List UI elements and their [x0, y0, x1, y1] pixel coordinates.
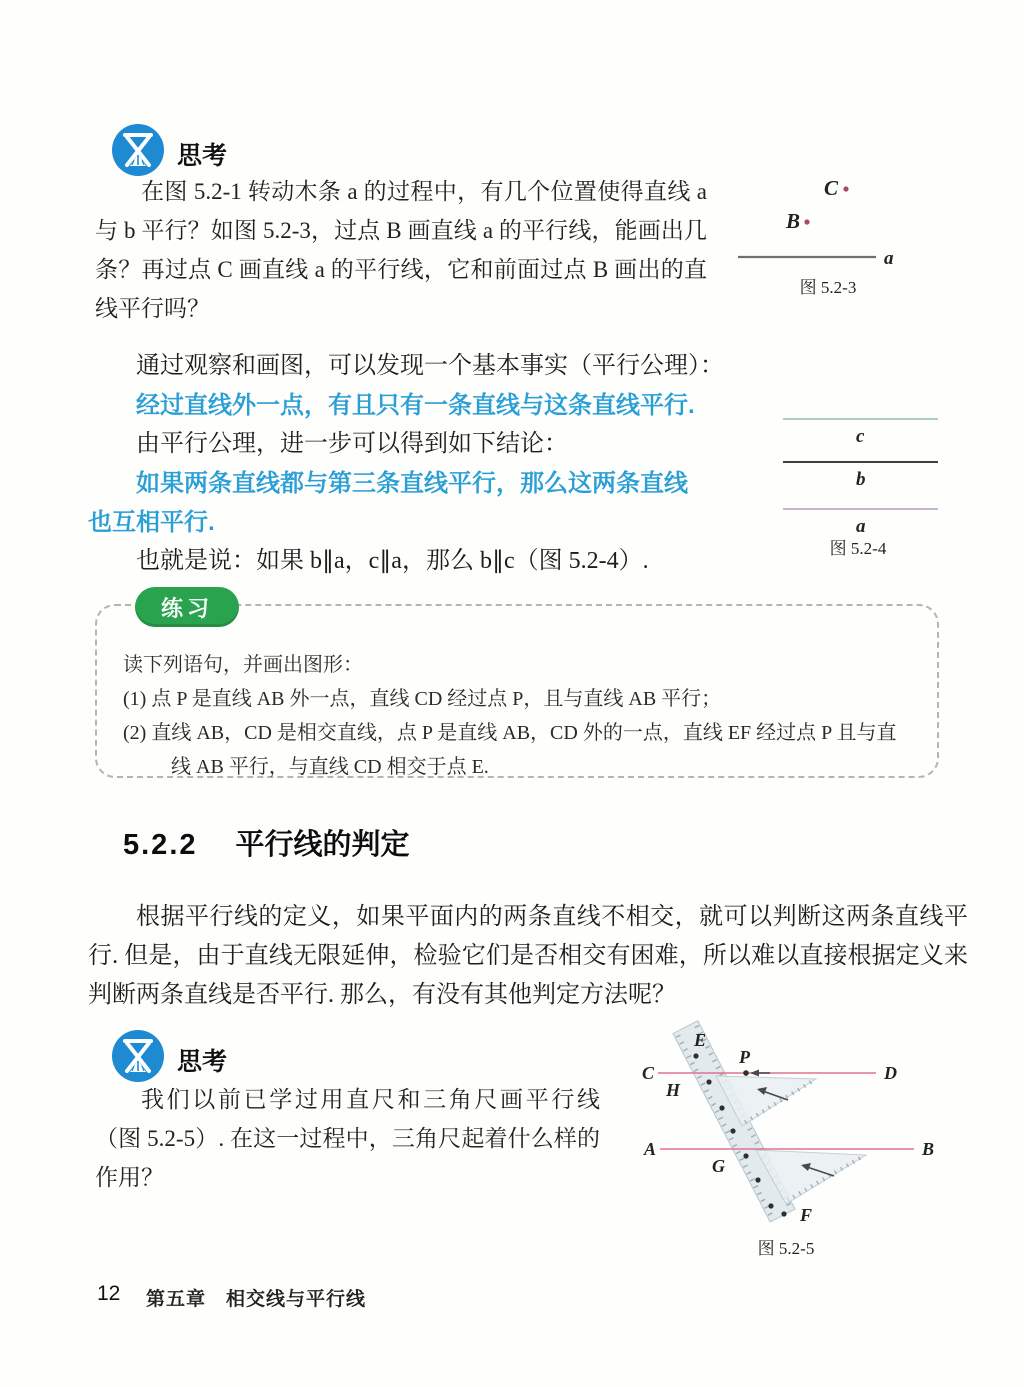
figure-5-2-3 — [728, 163, 1020, 303]
figure-5-2-4 — [780, 405, 945, 560]
straightedge-ruler — [673, 1021, 795, 1222]
fig524-caption: 图 5.2-4 — [829, 539, 887, 558]
fig523-point-b-label: B — [786, 209, 801, 233]
practice-badge: 练习 — [135, 587, 239, 627]
section-title: 平行线的判定 — [235, 829, 410, 861]
parallel-postulate-statement: 经过直线外一点，有且只有一条直线与这条直线平行. — [136, 392, 695, 419]
fig525-label-g: G — [712, 1156, 725, 1176]
practice-item-1: (1) 点 P 是直线 AB 外一点，直线 CD 经过点 P，且与直线 AB 平行； — [123, 688, 722, 710]
fig525-label-h: H — [666, 1080, 681, 1100]
body-paragraph: 根据平行线的定义，如果平面内的两条直线不相交，就可以判断这两条直线平行. 但是，由于直线无限延伸，检验它们是否相交有困难，所以难以直接根据定义来判断两条直线是否平行. 那么，有没有其他判定方法呢？ — [88, 904, 968, 1008]
fig523-point-c-label: C — [824, 176, 839, 200]
practice-item-2: (2) 直线 AB，CD 是相交直线，点 P 是直线 AB，CD 外的一点，直线 EF 经过点 P 且与直线 AB 平行，与直线 CD 相交于点 E. — [123, 722, 897, 778]
corollary-statement-line1: 如果两条直线都与第三条直线平行，那么这两条直线 — [136, 470, 688, 497]
fig524-line-b-label: b — [856, 469, 866, 490]
fig525-label-b: B — [922, 1139, 935, 1159]
fig524-line-a-label: a — [856, 516, 866, 537]
fig523-caption: 图 5.2-3 — [799, 278, 857, 297]
fig525-point-p-dot — [743, 1070, 749, 1076]
practice-intro: 读下列语句，并画出图形： — [123, 654, 363, 676]
fig525-label-f: F — [800, 1205, 813, 1225]
axiom-conclusion: 也就是说：如果 b∥a，c∥a，那么 b∥c（图 5.2-4）. — [136, 548, 649, 574]
fig525-label-a: A — [644, 1139, 657, 1159]
axiom-block — [88, 347, 788, 581]
think-1-label: 思考 — [177, 142, 228, 170]
think-2-body: 我们以前已学过用直尺和三角尺画平行线（图 5.2-5）. 在这一过程中，三角尺起着什么样的作用？ — [95, 1087, 600, 1190]
practice-box — [95, 595, 939, 778]
fig523-line-a-label: a — [884, 248, 894, 269]
figure-5-2-5 — [636, 1016, 960, 1266]
axiom-bridge: 由平行公理，进一步可以得到如下结论： — [136, 431, 568, 457]
fig525-label-c: C — [642, 1063, 655, 1083]
section-number: 5.2.2 — [123, 829, 198, 861]
think-icon — [110, 1028, 166, 1084]
think-2-label: 思考 — [177, 1048, 228, 1076]
fig525-label-e: E — [694, 1030, 707, 1050]
fig525-label-p: P — [739, 1047, 750, 1067]
corollary-statement-line2: 也互相平行. — [88, 509, 215, 536]
fig523-point-b-dot — [804, 219, 809, 224]
think-1-body: 在图 5.2-1 转动木条 a 的过程中，有几个位置使得直线 a 与 b 平行？如图 5.2-3，过点 B 画直线 a 的平行线，能画出几条？再过点 C 画直线 a 的平行线，它和前面过点 B 画出的直线平行吗？ — [95, 179, 707, 321]
footer-chapter: 第五章 相交线与平行线 — [146, 1289, 367, 1310]
fig525-caption: 图 5.2-5 — [757, 1239, 815, 1258]
think-icon — [110, 122, 166, 178]
axiom-intro: 通过观察和画图，可以发现一个基本事实（平行公理）： — [136, 353, 724, 379]
fig525-arrow-at-p — [750, 1070, 770, 1077]
fig523-point-c-dot — [843, 186, 848, 191]
fig525-label-d: D — [884, 1063, 897, 1083]
practice-content — [97, 606, 937, 784]
section-heading — [123, 822, 410, 863]
footer-page-number: 12 — [97, 1282, 121, 1305]
fig524-line-c-label: c — [856, 426, 865, 447]
